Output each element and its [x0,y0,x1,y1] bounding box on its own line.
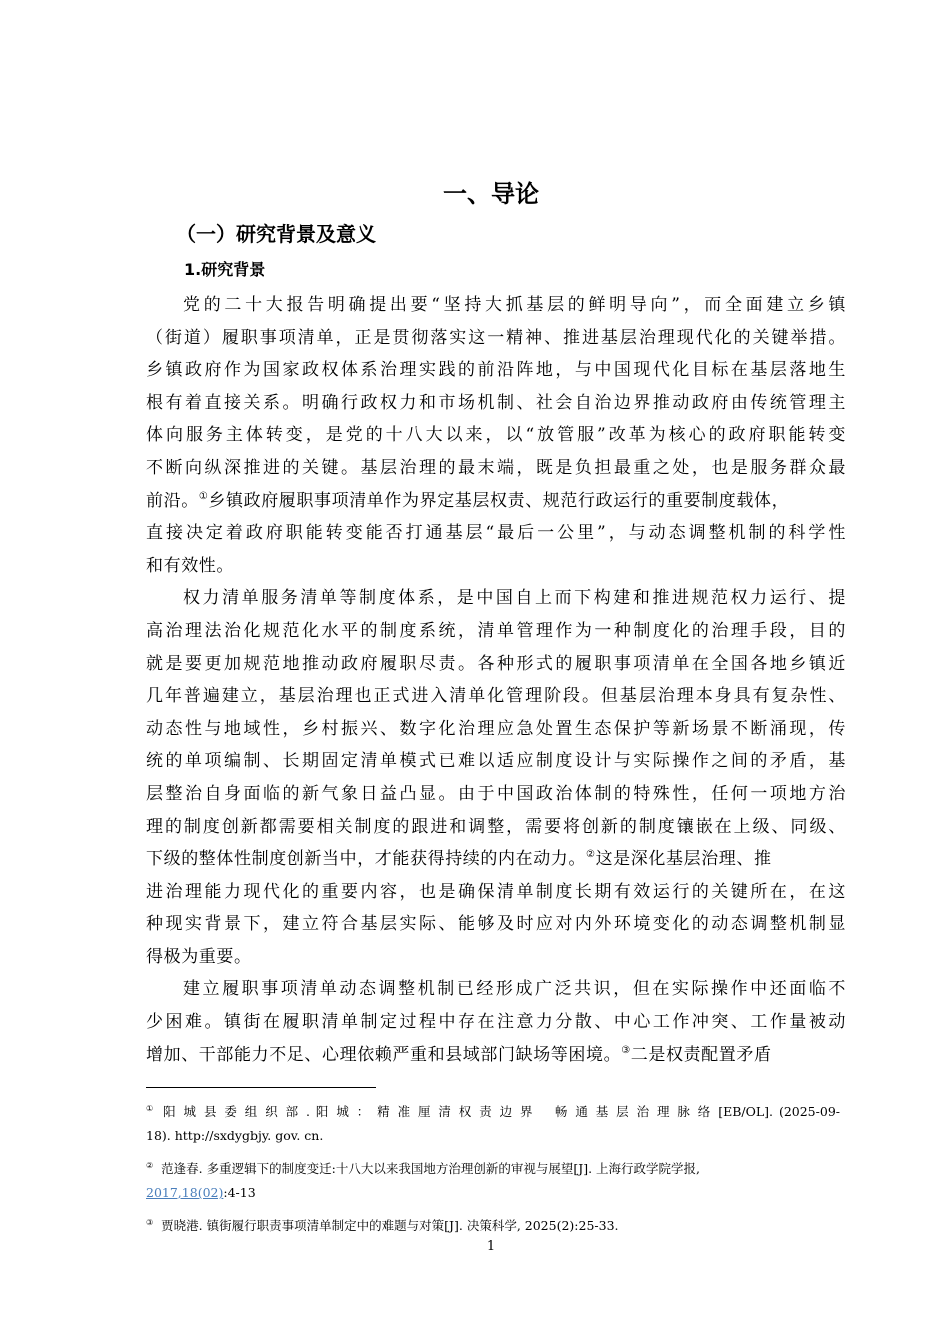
footnote-3-text: 贾晓港. 镇街履行职责事项清单制定中的难题与对策[J]. 决策科学, 2025(2):25-33. [161,1218,619,1233]
footnote-1-mark: ① [146,1104,156,1113]
paragraph-2-line-5: 动态性与地域性，乡村振兴、数字化治理应急处置生态保护等新场景不断涌现，传 [146,718,846,739]
footnote-1-line-2: 18). http://sxdygbjy. gov. cn. [146,1128,324,1143]
paragraph-3-line-1: 建立履职事项清单动态调整机制已经形成广泛共识，但在实际操作中还面临不 [183,979,846,1000]
paragraph-2-line-9-cont: 这是深化基层治理、推 [595,849,772,870]
paragraph-2-line-4: 几年普遍建立，基层治理也正式进入清单化管理阶段。但基层治理本身具有复杂性、 [146,686,846,707]
paragraph-1-line-9: 和有效性。 [146,555,234,576]
paragraph-1-line-8: 直接决定着政府职能转变能否打通基层“最后一公里”，与动态调整机制的科学性 [146,523,846,544]
paragraph-1-line-6: 不断向纵深推进的关键。基层治理的最末端，既是负担最重之处，也是服务群众最 [146,457,846,478]
paragraph-1-line-7-cont: 乡镇政府履职事项清单作为界定基层权责、规范行政运行的重要制度载体， [208,490,790,511]
footnote-3-mark: ③ [146,1218,154,1227]
footnote-3-line-1 [146,1214,840,1238]
chapter-title: 一、导论 [443,180,539,208]
paragraph-1-line-1: 党的二十大报告明确提出要“坚持大抓基层的鲜明导向”，而全面建立乡镇 [183,295,846,315]
footnote-ref-1[interactable]: ① [198,490,209,502]
paragraph-2-line-12: 得极为重要。 [146,946,252,967]
footnote-ref-2[interactable]: ② [586,849,596,861]
paragraph-1-line-3: 乡镇政府作为国家政权体系治理实践的前沿阵地，与中国现代化目标在基层落地生 [146,360,846,381]
paragraph-1-line-7 [146,485,846,518]
paragraph-2-line-7: 层整治自身面临的新气象日益凸显。由于中国政治体制的特殊性，任何一项地方治 [146,783,846,804]
paragraph-3-line-3 [146,1039,846,1072]
paragraph-2-line-8: 理的制度创新都需要相关制度的跟进和调整，需要将创新的制度镶嵌在上级、同级、 [146,816,846,837]
paragraph-3-line-2: 少困难。镇街在履职清单制定过程中存在注意力分散、中心工作冲突、工作量被动 [146,1012,846,1033]
paragraph-3-line-3-text: 增加、干部能力不足、心理依赖严重和县域部门缺场等困境。 [146,1044,622,1065]
footnote-separator [146,1087,376,1088]
page-number: 1 [486,1239,496,1254]
paragraph-1-line-2: （街道）履职事项清单，正是贯彻落实这一精神、推进基层治理现代化的关键举措。 [146,327,846,348]
paragraph-2-line-2: 高治理法治化规范化水平的制度系统，清单管理作为一种制度化的治理手段，目的 [146,620,846,641]
footnote-2-mark: ② [146,1161,154,1170]
footnote-2-text: 范逢春. 多重逻辑下的制度变迁:十八大以来我国地方治理创新的审视与展望[J]. 上海行政学院学报, [161,1161,701,1176]
section-title: （一）研究背景及意义 [176,222,376,246]
subsection-title: 1.研究背景 [184,260,266,279]
paragraph-2-line-3: 就是要更加规范地推动政府履职尽责。各种形式的履职事项清单在全国各地乡镇近 [146,653,846,674]
paragraph-3-line-3-cont: 二是权责配置矛盾 [630,1044,772,1065]
body-text [146,289,846,1071]
footnote-2-line-2 [146,1181,840,1205]
footnotes [146,1100,840,1247]
footnote-1-text: 阳 城 县 委 组 织 部 . 阳 城 ： 精 准 厘 清 权 责 边 界 畅 通 基 层 治 理 脉 络 [EB/OL]. (2025-09- [163,1104,840,1119]
footnote-2-pages: :4-13 [223,1185,256,1200]
footnote-2-line-1 [146,1157,840,1181]
paragraph-1-line-4: 根有着直接关系。明确行政权力和市场机制、社会自治边界推动政府由传统管理主 [146,392,846,413]
footnote-2-link[interactable]: 2017,18(02) [146,1185,224,1200]
paragraph-2-line-11: 种现实背景下，建立符合基层实际、能够及时应对内外环境变化的动态调整机制显 [146,914,846,935]
footnote-1-line-1 [146,1100,840,1124]
paragraph-2-line-9-text: 下级的整体性制度创新当中，才能获得持续的内在动力。 [146,849,586,870]
footnote-ref-3[interactable]: ③ [621,1044,631,1056]
paragraph-1-line-7-text: 前沿。 [146,490,199,511]
paragraph-2-line-1: 权力清单服务清单等制度体系，是中国自上而下构建和推进规范权力运行、提 [183,588,846,609]
paragraph-1-line-5: 体向服务主体转变，是党的十八大以来，以“放管服”改革为核心的政府职能转变 [146,425,846,446]
footnote-1 [146,1100,840,1148]
paragraph-2-line-6: 统的单项编制、长期固定清单模式已难以适应制度设计与实际操作之间的矛盾，基 [146,751,846,772]
paragraph-2-line-9 [146,843,846,876]
paragraph-2-line-10: 进治理能力现代化的重要内容，也是确保清单制度长期有效运行的关键所在，在这 [146,881,846,902]
footnote-2 [146,1157,840,1205]
footnote-3 [146,1214,840,1238]
